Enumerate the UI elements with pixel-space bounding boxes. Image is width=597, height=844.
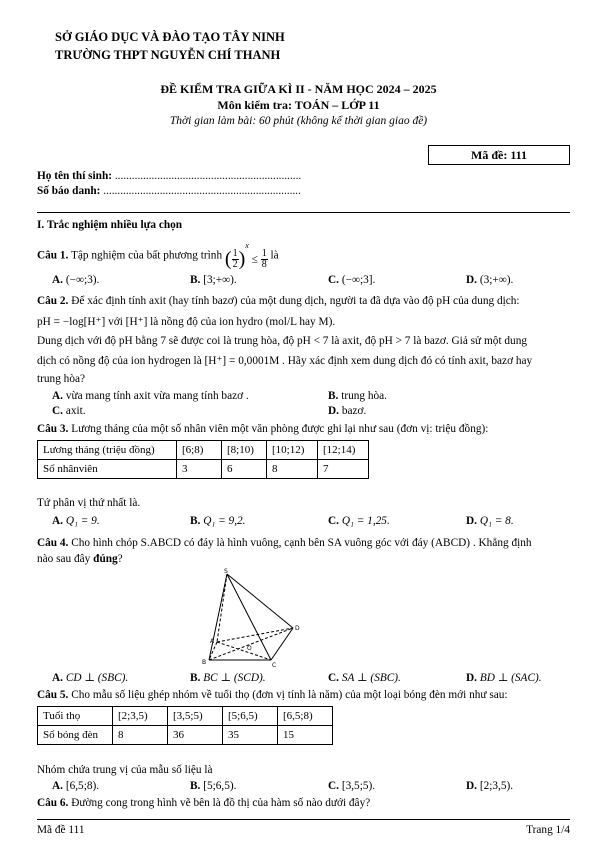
school-name: TRƯỜNG THPT NGUYỄN CHÍ THANH xyxy=(55,48,281,62)
question-1-math: ( $\frac{1}{2}$ )$^x$ ≤ $\frac{1}{8}$ xyxy=(224,241,267,270)
table-cell: 36 xyxy=(168,726,223,745)
question-2-line-3: Dung dịch với độ pH bằng 7 sẽ được coi là trung hòa, độ pH < 7 là axit, độ pH > 7 là bazơ. Giả sử một dung xyxy=(37,335,527,347)
q1-option-d[interactable]: D. (3;+∞). xyxy=(466,274,514,286)
question-2-line-1: Câu 2. Để xác định tính axit (hay tính bazơ) của một dung dịch, người ta đã dựa vào độ pH của dung dịch: xyxy=(37,295,520,307)
table-cell: [6;8) xyxy=(177,441,222,460)
question-4-line-1: Câu 4. Cho hình chóp S.ABCD có đáy là hình vuông, cạnh bên SA vuông góc với đáy (ABCD) . Khẳng định xyxy=(37,537,532,549)
student-name-row xyxy=(37,170,301,182)
label-d: D xyxy=(295,625,300,632)
edge-cd xyxy=(271,628,293,660)
table-cell: [3,5;5) xyxy=(168,707,223,726)
student-id-dots: ...................................................................... xyxy=(103,185,301,197)
q2-option-d[interactable]: D. bazơ. xyxy=(328,405,367,417)
question-1-label: Câu 1. xyxy=(37,249,69,262)
question-5-label: Câu 5. xyxy=(37,689,69,701)
edge-ad xyxy=(217,628,293,642)
exam-code-box: Mã đề: 111 xyxy=(428,145,570,165)
label-o: O xyxy=(247,645,252,652)
table-cell: 6 xyxy=(222,460,267,479)
question-4-label: Câu 4. xyxy=(37,537,69,549)
q4-option-d[interactable]: D. BD ⊥ (SAC). xyxy=(466,672,542,684)
table-row xyxy=(38,460,369,479)
pyramid-figure xyxy=(195,568,310,668)
table-row xyxy=(38,441,369,460)
exam-title: ĐỀ KIỂM TRA GIỮA KÌ II - NĂM HỌC 2024 – 2025 xyxy=(160,82,437,96)
salary-table xyxy=(37,440,369,479)
table-cell: Tuổi thọ xyxy=(38,707,113,726)
q3-option-c[interactable]: C. Q₁ = 1,25. xyxy=(328,515,390,527)
table-row xyxy=(38,726,333,745)
table-cell: 8 xyxy=(113,726,168,745)
table-cell: [5;6,5) xyxy=(223,707,278,726)
exam-subject: Môn kiểm tra: TOÁN – LỚP 11 xyxy=(217,98,380,112)
table-cell: [8;10) xyxy=(222,441,267,460)
q4-option-c[interactable]: C. SA ⊥ (SBC). xyxy=(328,672,401,684)
footer-page-number: Trang 1/4 xyxy=(526,824,570,836)
table-cell: Số bóng đèn xyxy=(38,726,113,745)
q3-option-b[interactable]: B. Q₁ = 9,2. xyxy=(190,515,246,527)
footer-exam-code: Mã đề 111 xyxy=(37,824,85,836)
question-6-label: Câu 6. xyxy=(37,797,69,809)
q5-option-b[interactable]: B. [5;6,5). xyxy=(190,780,237,792)
edge-sb xyxy=(209,574,227,660)
student-id-row xyxy=(37,185,301,197)
q3-option-a[interactable]: A. Q₁ = 9. xyxy=(52,515,100,527)
table-cell: [10;12) xyxy=(267,441,318,460)
table-cell: 35 xyxy=(223,726,278,745)
footer-divider xyxy=(37,819,570,820)
diagonal-bd xyxy=(209,628,293,660)
q1-option-a[interactable]: A. (−∞;3). xyxy=(52,274,100,286)
question-2-line-5: trung hòa? xyxy=(37,373,85,385)
question-2-line-4: dịch có nồng độ của ion hydrogen là [H⁺] = 0,0001M . Hãy xác định xem dung dịch đó có tính axit, bazơ hay xyxy=(37,355,533,367)
question-6: Câu 6. Đường cong trong hình vẽ bên là đồ thị của hàm số nào dưới đây? xyxy=(37,797,371,809)
q2-option-a[interactable]: A. vừa mang tính axit vừa mang tính bazơ . xyxy=(52,390,249,402)
table-cell: [2;3,5) xyxy=(113,707,168,726)
question-2-label: Câu 2. xyxy=(37,295,69,307)
lifespan-table xyxy=(37,706,333,745)
question-4-line-2: nào sau đây đúng? xyxy=(37,553,123,565)
question-5: Câu 5. Cho mẫu số liệu ghép nhóm về tuổi thọ (đơn vị tính là năm) của một loại bóng đèn mới như sau: xyxy=(37,689,508,701)
table-cell: Số nhânviên xyxy=(38,460,177,479)
question-1-text: Tập nghiệm của bất phương trình xyxy=(71,249,223,262)
label-s: S xyxy=(224,568,228,575)
table-cell: 8 xyxy=(267,460,318,479)
q1-option-c[interactable]: C. (−∞;3]. xyxy=(328,274,376,286)
question-1-text-end: là xyxy=(270,249,279,262)
question-3-prompt: Tứ phân vị thứ nhất là. xyxy=(37,497,141,509)
question-5-prompt: Nhóm chứa trung vị của mẫu số liệu là xyxy=(37,764,213,776)
q5-option-a[interactable]: A. [6,5;8). xyxy=(52,780,100,792)
question-1 xyxy=(37,241,279,271)
table-cell: 15 xyxy=(278,726,333,745)
q2-option-c[interactable]: C. axit. xyxy=(52,405,86,417)
q3-option-d[interactable]: D. Q₁ = 8. xyxy=(466,515,514,527)
header-divider xyxy=(37,212,570,213)
table-cell: 3 xyxy=(177,460,222,479)
student-name-label: Họ tên thí sinh: xyxy=(37,170,113,182)
question-3: Câu 3. Lương tháng của một số nhân viên một văn phòng được ghi lại như sau (đơn vị: triệu đồng): xyxy=(37,423,489,435)
table-cell: [12;14) xyxy=(318,441,369,460)
label-c: C xyxy=(272,662,277,668)
table-row xyxy=(38,707,333,726)
edge-sa xyxy=(217,574,227,642)
question-2-line-2: pH = −log[H⁺] với [H⁺] là nồng độ của ion hydro (mol/L hay M). xyxy=(37,316,336,328)
q4-option-a[interactable]: A. CD ⊥ (SBC). xyxy=(52,672,129,684)
department-name: SỞ GIÁO DỤC VÀ ĐÀO TẠO TÂY NINH xyxy=(55,30,285,44)
table-cell: [6,5;8) xyxy=(278,707,333,726)
question-3-label: Câu 3. xyxy=(37,423,69,435)
label-a: A xyxy=(210,638,215,645)
section-title: I. Trắc nghiệm nhiều lựa chọn xyxy=(37,219,183,231)
q1-option-b[interactable]: B. [3;+∞). xyxy=(190,274,237,286)
table-cell: Lương tháng (triệu đồng) xyxy=(38,441,177,460)
student-name-dots: .................................................................. xyxy=(114,170,302,182)
edge-sd xyxy=(227,574,293,628)
label-b: B xyxy=(202,659,207,666)
q2-option-b[interactable]: B. trung hòa. xyxy=(328,390,387,402)
exam-time: Thời gian làm bài: 60 phút (không kể thời gian giao đề) xyxy=(169,115,428,127)
table-cell: 7 xyxy=(318,460,369,479)
q4-option-b[interactable]: B. BC ⊥ (SCD). xyxy=(190,672,266,684)
q5-option-d[interactable]: D. [2;3,5). xyxy=(466,780,514,792)
student-id-label: Số báo danh: xyxy=(37,185,101,197)
q5-option-c[interactable]: C. [3,5;5). xyxy=(328,780,376,792)
